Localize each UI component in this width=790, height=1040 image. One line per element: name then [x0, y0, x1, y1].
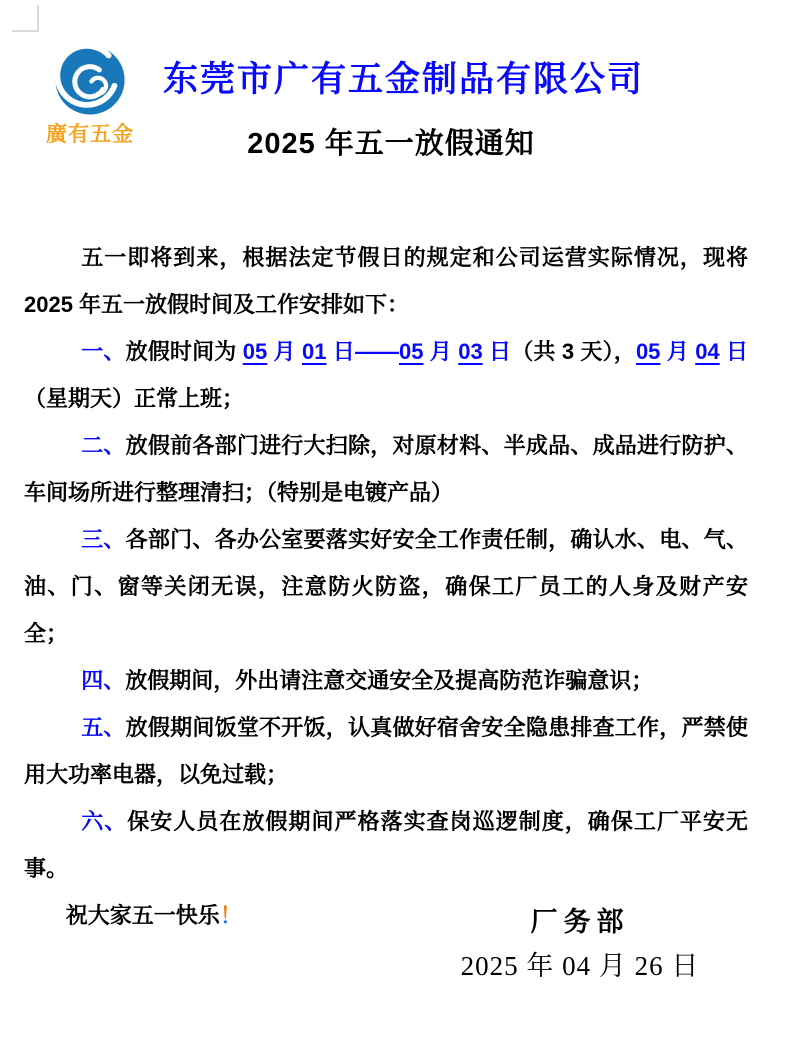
- blue-text-run: 五、: [81, 715, 126, 740]
- date-number: 01: [302, 339, 327, 364]
- date-number: 03: [458, 339, 483, 364]
- text-run: 放假期间，外出请注意交通安全及提高防范诈骗意识；: [125, 668, 654, 693]
- blue-text-run: 日——: [326, 339, 399, 364]
- corner-mark-horizontal: [12, 30, 39, 32]
- blue-text-run: 月: [267, 339, 303, 364]
- text-run: 五一即将到来，根据法定节假日的规定和公司运营实际情况，现将 2025 年五一放假时间及工作安排如下：: [24, 245, 748, 317]
- blue-text-run: 月: [423, 339, 459, 364]
- blue-text-run: 一、: [81, 339, 126, 364]
- text-run: 祝大家五一快乐: [65, 903, 220, 928]
- notice-body: [24, 234, 748, 939]
- paragraph-item-2: [24, 422, 748, 516]
- blue-text-run: 六、: [81, 809, 128, 834]
- notice-title: 2025 年五一放假通知: [247, 128, 535, 160]
- date-number: 05: [242, 339, 268, 364]
- corner-mark-vertical: [37, 5, 39, 32]
- company-name-title: 东莞市广有五金制品有限公司: [163, 60, 645, 99]
- text-run: 放假时间为: [125, 339, 243, 364]
- blue-text-run: 月: [660, 339, 696, 364]
- paragraph-item-5: [24, 704, 748, 798]
- text-run: 各部门、各办公室要落实好安全工作责任制，确认水、电、气、油、门、窗等关闭无误，注意防火防盗，确保工厂员工的人身及财产安全；: [24, 527, 748, 646]
- blue-text-run: 二、: [81, 433, 126, 458]
- paragraph-item-6: [24, 798, 748, 892]
- paragraph-item-1: [24, 328, 748, 422]
- text-run: 保安人员在放假期间严格落实查岗巡逻制度，确保工厂平安无事。: [24, 809, 748, 881]
- blue-text-run: 四、: [81, 668, 126, 693]
- paragraph-intro: [24, 234, 748, 328]
- exclamation-mark: ！: [219, 903, 242, 928]
- signature-date: 2025 年 04 月 26 日: [460, 951, 700, 981]
- signature-department: 厂务部: [530, 907, 630, 937]
- text-run: 放假前各部门进行大扫除，对原材料、半成品、成品进行防护、车间场所进行整理清扫；（特别是电镀产品）: [24, 433, 748, 505]
- date-number: 04: [695, 339, 720, 364]
- paragraph-item-3: [24, 516, 748, 657]
- paragraph-item-4: [24, 657, 748, 704]
- date-number: 05: [398, 339, 424, 364]
- logo-swirl-icon: [54, 44, 126, 116]
- blue-text-run: 日: [719, 339, 748, 364]
- logo-label: 廣有五金: [46, 123, 134, 146]
- blue-text-run: 日: [482, 339, 512, 364]
- text-run: （共 3 天），: [511, 339, 636, 364]
- blue-text-run: 三、: [81, 527, 126, 552]
- text-run: 放假期间饭堂不开饭，认真做好宿舍安全隐患排查工作，严禁使用大功率电器，以免过载；: [24, 715, 748, 787]
- page-margin-corner-mark: [0, 0, 45, 38]
- date-number: 05: [635, 339, 661, 364]
- text-run: （星期天）正常上班；: [24, 386, 245, 411]
- signature-block: [400, 905, 760, 983]
